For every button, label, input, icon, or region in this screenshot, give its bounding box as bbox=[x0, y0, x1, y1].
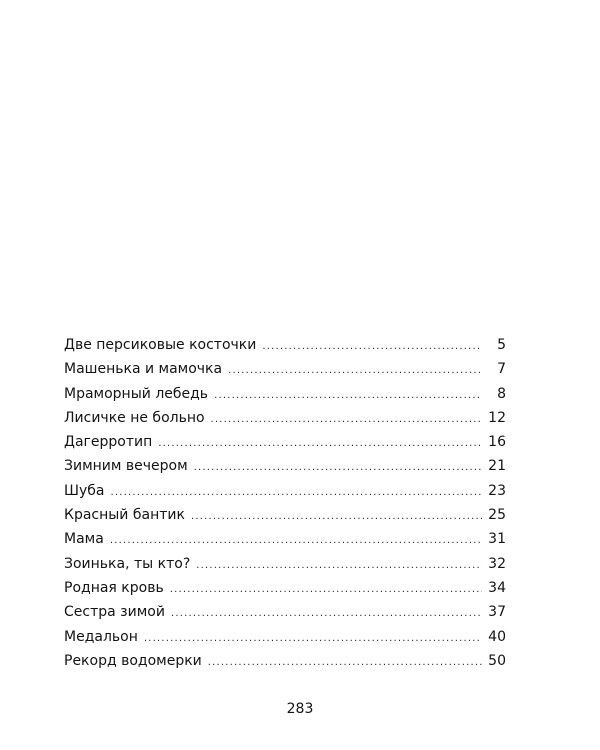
toc-entry bbox=[64, 361, 506, 385]
toc-entry-page: 21 bbox=[488, 458, 506, 475]
toc-entry-title: Медальон bbox=[64, 628, 138, 645]
dot-leader bbox=[194, 462, 482, 473]
toc-entry-page: 5 bbox=[497, 337, 506, 353]
toc-entry bbox=[64, 556, 506, 580]
toc-entry bbox=[64, 458, 506, 482]
toc-entry-page: 50 bbox=[488, 652, 506, 669]
dot-leader bbox=[208, 657, 482, 668]
toc-entry-page: 37 bbox=[488, 604, 506, 621]
toc-entry-page: 32 bbox=[488, 555, 506, 572]
toc-entry-page: 7 bbox=[497, 361, 506, 378]
toc-entry-title: Шуба bbox=[64, 482, 105, 499]
toc-entry-page: 12 bbox=[488, 409, 506, 426]
toc-entry-title: Две персиковые косточки bbox=[64, 337, 257, 353]
toc-entry bbox=[64, 629, 506, 653]
dot-leader bbox=[196, 560, 482, 571]
toc-entry-title: Родная кровь bbox=[64, 579, 164, 596]
dot-leader bbox=[144, 633, 482, 644]
toc-entry-page: 23 bbox=[488, 482, 506, 499]
table-of-contents bbox=[64, 337, 506, 677]
toc-entry bbox=[64, 410, 506, 434]
toc-entry-title: Зимним вечером bbox=[64, 458, 188, 475]
dot-leader bbox=[214, 390, 482, 401]
toc-entry-title: Дагерротип bbox=[64, 434, 153, 451]
toc-entry-page: 40 bbox=[488, 628, 506, 645]
dot-leader bbox=[170, 584, 482, 595]
toc-entry-page: 34 bbox=[488, 579, 506, 596]
dot-leader bbox=[211, 414, 482, 425]
toc-entry bbox=[64, 507, 506, 531]
toc-entry-page: 25 bbox=[488, 507, 506, 524]
toc-entry-title: Лисичке не больно bbox=[64, 409, 205, 426]
page-number: 283 bbox=[286, 701, 314, 717]
toc-entry-title: Красный бантик bbox=[64, 507, 185, 524]
toc-entry-page: 16 bbox=[488, 434, 506, 451]
dot-leader bbox=[171, 608, 482, 619]
toc-entry-title: Рекорд водомерки bbox=[64, 652, 202, 669]
toc-entry-page: 31 bbox=[488, 531, 506, 548]
dot-leader bbox=[191, 511, 482, 522]
dot-leader bbox=[158, 438, 482, 449]
toc-entry-title: Зоинька, ты кто? bbox=[64, 555, 191, 572]
toc-entry bbox=[64, 604, 506, 628]
toc-entry bbox=[64, 531, 506, 555]
toc-entry-title: Мама bbox=[64, 531, 104, 548]
dot-leader bbox=[228, 365, 482, 376]
toc-entry-title: Мраморный лебедь bbox=[64, 385, 209, 402]
toc-entry-title: Сестра зимой bbox=[64, 604, 165, 621]
dot-leader bbox=[110, 487, 482, 498]
toc-entry bbox=[64, 434, 506, 458]
dot-leader bbox=[110, 535, 482, 546]
toc-entry bbox=[64, 653, 506, 677]
toc-entry-title: Машенька и мамочка bbox=[64, 361, 223, 378]
toc-entry-page: 8 bbox=[497, 385, 506, 402]
toc-entry bbox=[64, 483, 506, 507]
toc-entry bbox=[64, 580, 506, 604]
toc-entry bbox=[64, 386, 506, 410]
toc-entry bbox=[64, 337, 506, 361]
dot-leader bbox=[262, 341, 482, 352]
